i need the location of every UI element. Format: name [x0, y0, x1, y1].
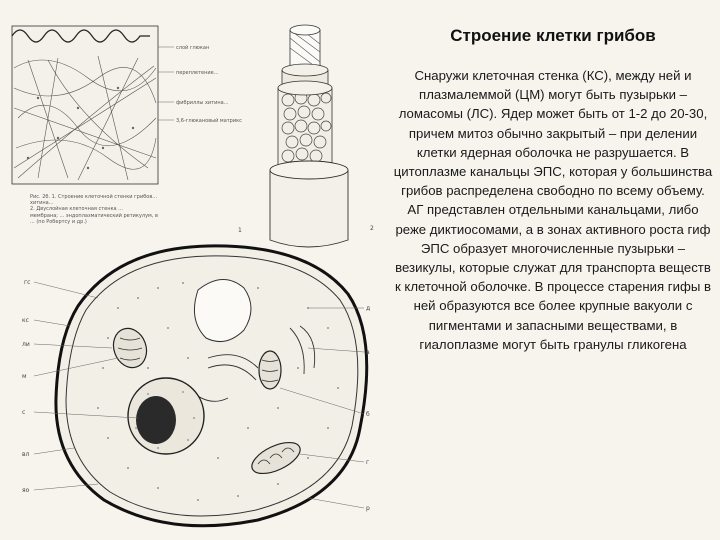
cell-wall-fibrils-illustration [12, 26, 242, 184]
label-r: р [366, 505, 370, 512]
cell-cross-section [22, 246, 370, 526]
label-li: ли [22, 341, 30, 348]
figure-number-1: 1 [238, 227, 242, 234]
wall-label-2: переплетение... [176, 70, 219, 76]
label-vl: вл [22, 451, 30, 458]
fungal-cell-figure [8, 8, 388, 536]
slide-body-text: Снаружи клеточная стенка (КС), между ней и плазмалеммой (ЦМ) могут быть пузырьки – ломасомы (ЛС). Ядер может быть от 1-2 до 20-30, причем митоз обычно закрытый – при делении клетки ядерная оболочка не разрушается. В цитоплазме канальцы ЭПС, которая у большинства грибов распределена свободно по всему объему. АГ представлен отдельными канальцами, либо реже диктиосомами, а в зонах активного роста гиф ЭПС образует многочисленные пузырьки – везикулы, которые служат для транспорта веществ к клеточной оболочке. В процессе старения гифы в ней образуются все более крупные вакуоли с пигментами и запасными веществами, в гиалоплазме могут быть гранулы гликогена [393, 68, 713, 352]
wall-label-4: 3,6-глюкановый матрикс [176, 118, 242, 124]
label-gs: гс [24, 279, 31, 286]
label-m: м [22, 373, 27, 380]
nucleolus [136, 396, 176, 444]
label-ks: кс [22, 317, 29, 324]
slide-title: Строение клетки грибов [450, 26, 656, 45]
label-g: г [366, 459, 370, 466]
label-yao: яо [22, 487, 30, 494]
figure-caption: Рис. 2б. 1. Строение клеточной стенки грибов... хитина... 2. Двуслойная клеточная стенка ... мембрана; ... эндоплазматический ретикулум, в ... (по Робертсу и др.) [30, 194, 158, 225]
figure-number-2: 2 [370, 225, 374, 232]
label-s: с [22, 409, 26, 416]
wall-label-3: фибриллы хитина... [176, 100, 229, 106]
label-a: а [366, 349, 370, 356]
label-d: д [366, 305, 371, 312]
wall-label-1: слой глюкан [176, 45, 210, 51]
mitochondrion-2 [259, 351, 281, 389]
label-b: б [366, 411, 370, 418]
figure-drawing [8, 8, 388, 536]
nucleus [128, 378, 204, 454]
